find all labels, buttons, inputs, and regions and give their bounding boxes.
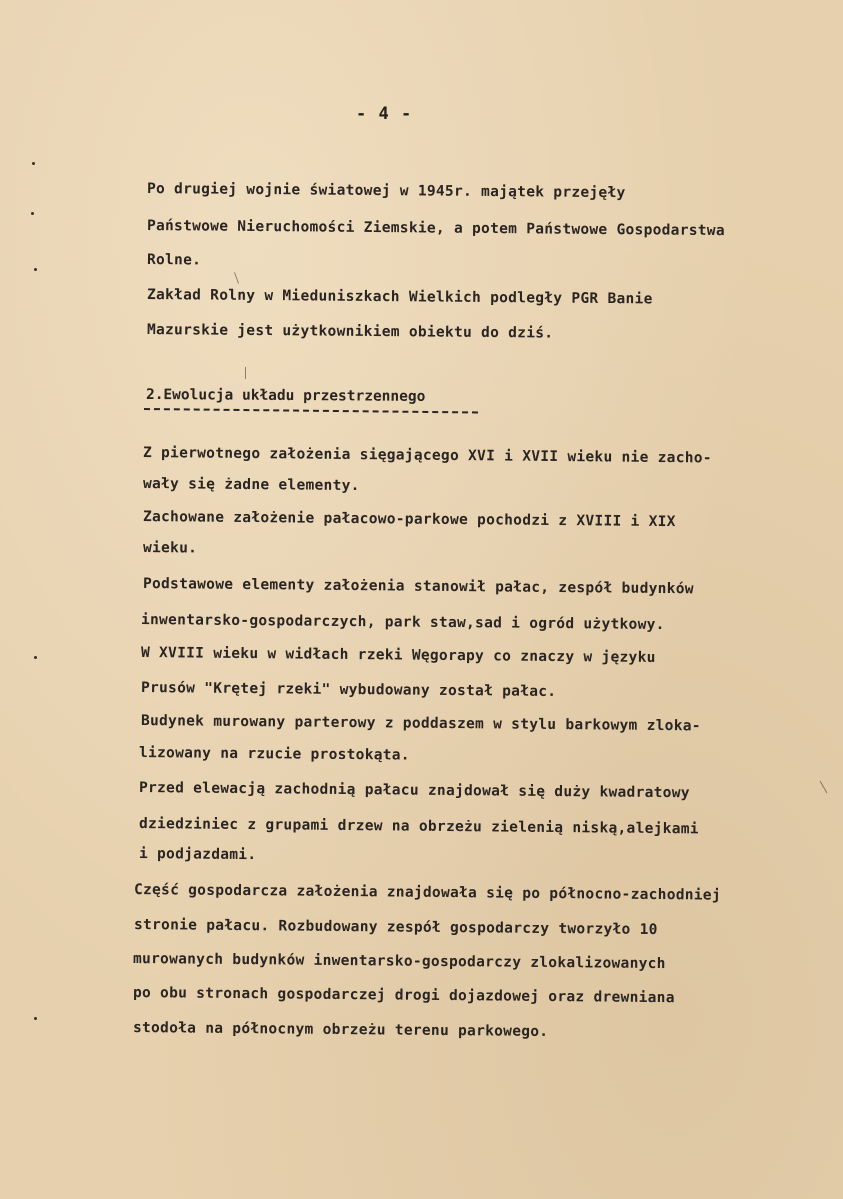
text-line: stodoła na północnym obrzeżu terenu parkowego. [132, 1020, 549, 1040]
binder-hole-mark [34, 1017, 37, 1020]
text-line: murowanych budynków inwentarsko-gospodarczy zlokalizowanych [132, 951, 666, 973]
binder-hole-mark [34, 656, 37, 659]
text-line: Budynek murowany parterowy z poddaszem w stylu barkowym zloka- [140, 713, 701, 735]
binder-hole-mark [34, 268, 37, 271]
pencil-mark [820, 781, 828, 794]
text-line: Z pierwotnego założenia sięgającego XVI i XVII wieku nie zacho- [142, 445, 712, 467]
text-line: wały się żadne elementy. [142, 476, 360, 495]
text-line: Podstawowe elementy założenia stanowił pałac, zespół budynków [142, 576, 694, 598]
text-line: Zakład Rolny w Mieduniszkach Wielkich podległy PGR Banie [146, 287, 653, 308]
text-line: Państwowe Nieruchomości Ziemskie, a potem Państwowe Gospodarstwa [146, 218, 725, 240]
text-line: Rolne. [146, 252, 202, 269]
page-number: - 4 - [356, 104, 413, 124]
text-line: Przed elewacją zachodnią pałacu znajdował się duży kwadratowy [138, 780, 690, 802]
text-line: lizowany na rzucie prostokąta. [138, 745, 410, 764]
text-line: Część gospodarcza założenia znajdowała się po północno-zachodniej [133, 882, 721, 904]
text-line: W XVIII wieku w widłach rzeki Węgorapy co znaczy w języku [140, 645, 656, 666]
pencil-mark [245, 367, 246, 379]
pencil-mark [234, 272, 239, 284]
binder-hole-mark [31, 212, 34, 215]
section-heading: 2.Ewolucja układu przestrzennego [145, 387, 426, 405]
text-line: wieku. [142, 540, 198, 557]
text-line: Prusów "Krętej rzeki" wybudowany został pałac. [140, 680, 557, 700]
text-line: stronie pałacu. Rozbudowany zespół gospodarczy tworzyło 10 [133, 917, 658, 939]
text-line: Po drugiej wojnie światowej w 1945r. majątek przejęły [146, 181, 626, 202]
text-line: Mazurskie jest użytkownikiem obiektu do dziś. [146, 322, 554, 342]
heading-underline [144, 408, 478, 417]
text-line: po obu stronach gospodarczej drogi dojazdowej oraz drewniana [132, 985, 675, 1007]
text-line: Zachowane założenie pałacowo-parkowe pochodzi z XVIII i XIX [142, 509, 676, 531]
text-line: dziedziniec z grupami drzew na obrzeżu zielenią niską,alejkami [138, 816, 699, 838]
text-line: i podjazdami. [138, 846, 257, 864]
binder-hole-mark [32, 162, 35, 165]
text-line: inwentarsko-gospodarczych, park staw,sad i ogród użytkowy. [140, 612, 665, 634]
